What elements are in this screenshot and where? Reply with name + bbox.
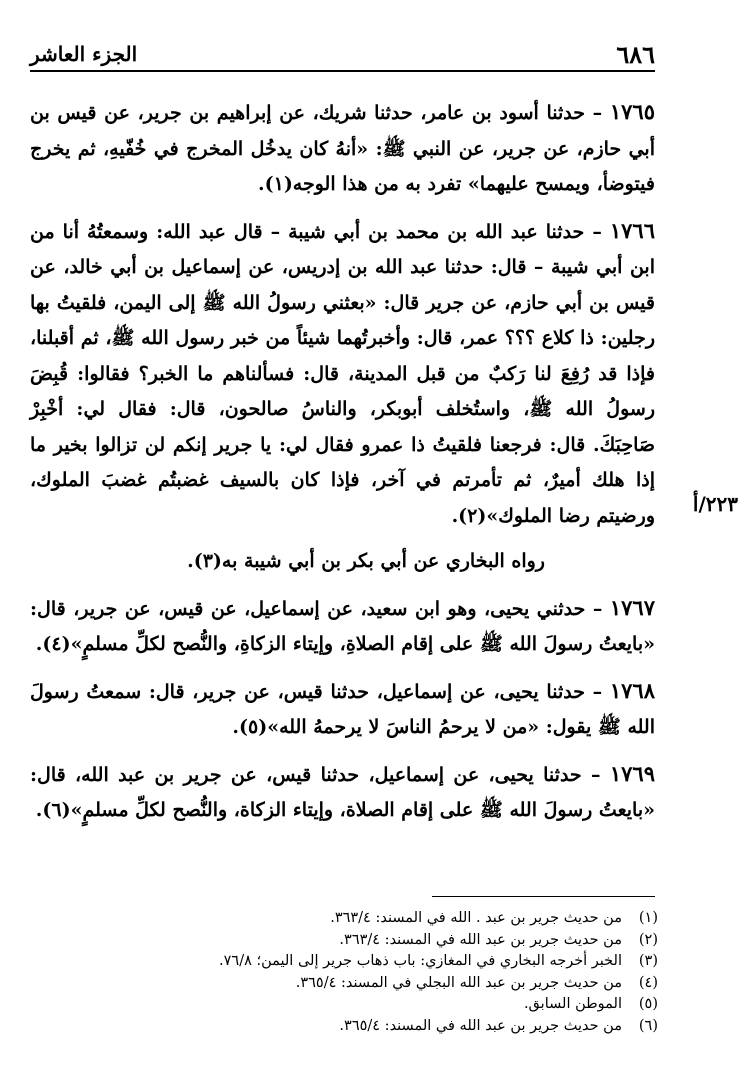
- footnote: [30, 951, 658, 973]
- hadith-paragraph: [30, 673, 655, 746]
- footnote-number: (١): [638, 910, 658, 926]
- running-title: الجزء العاشر: [30, 42, 138, 66]
- hadith-paragraph: [30, 213, 655, 535]
- footnote-number: (٣): [638, 953, 658, 969]
- hadith-text: – حدثني يحيى، وهو ابن سعيد، عن إسماعيل، عن قيس، عن جرير، قال: «بايعتُ رسولَ الله ﷺ على إقام الصلاةِ، وإيتاء الزكاةِ، والنُّصح لكلِّ مسلمٍ»(٤).: [30, 597, 655, 655]
- hadith-number: ١٧٦٩: [609, 760, 655, 786]
- footnote-text: الخبر أخرجه البخاري في المغازي: باب ذهاب جرير إلى اليمن؛ ٧٦/٨.: [219, 953, 622, 969]
- footnote: [30, 930, 658, 952]
- footnote-text: الموطن السابق.: [523, 996, 622, 1012]
- footnote-text: من حديث جرير بن عبد الله في المسند: ٣٦٥/٤.: [339, 1017, 622, 1034]
- footnote: [30, 994, 658, 1016]
- footnote-text: من حديث جرير بن عبد الله البجلي في المسند: ٣٦٥/٤.: [295, 974, 622, 991]
- footnote-number: (٥): [638, 996, 658, 1012]
- footnote: [30, 973, 658, 995]
- footnote-divider: [432, 896, 655, 897]
- narration-note: [30, 544, 655, 580]
- manuscript-folio-marker: ٢٢٣/أ: [692, 492, 738, 516]
- narration-text: رواه البخاري عن أبي بكر بن أبي شيبة به(٣).: [187, 550, 545, 572]
- hadith-number: ١٧٦٧: [609, 594, 655, 620]
- footnote-text: من حديث جرير بن عبد . الله في المسند: ٣٦٣/٤.: [330, 910, 622, 926]
- hadith-paragraph: [30, 590, 655, 663]
- hadith-text: – حدثنا يحيى، عن إسماعيل، حدثنا قيس، عن جرير بن عبد الله، قال: «بايعتُ رسولَ الله ﷺ على إقام الصلاة، وإيتاء الزكاة، والنُّصح لكلِّ مسلمٍ»(٦).: [30, 763, 655, 821]
- hadith-paragraph: [30, 756, 655, 829]
- hadith-text: – حدثنا عبد الله بن محمد بن أبي شيبة – قال عبد الله: وسمعتُهُ أنا من ابن أبي شيبة – قال: حدثنا عبد الله بن إدريس، عن إسماعيل بن أبي خالد، عن قيس بن أبي حازم، عن جرير قال: «بعثني رسولُ الله ﷺ إلى اليمن، فلقيتُ بها رجلين: ذا كلاع ؟؟؟ عمر، قال: وأخبرتُهما شيئاً من خبر رسول الله ﷺ، ثم أقبلنا، فإذا قد رُفِعَ لنا رَكبٌ من قبل المدينة، قال: فسألناهم ما الخبر؟ فقالوا: قُبِضَ رسولُ الله ﷺ، واستُخلف أبوبكر، والناسُ صالحون، قال: فقال لي: أخْبِرْ صَاحِبَكَ. قال: فرجعنا فلقيتُ ذا عمرو فقال لي: يا جرير إنكم لن تزالوا بخير ما إذا هلك أميرٌ، ثم تأمرتم في آخر، فإذا كان بالسيف غضبتُم غضبَ الملوك، ورضيتم رضا الملوك»(٢).: [30, 220, 655, 527]
- footnotes: [30, 908, 658, 1037]
- footnote: [30, 1016, 658, 1038]
- page-header: [30, 40, 655, 72]
- hadith-number: ١٧٦٦: [609, 217, 655, 243]
- main-text: [30, 94, 655, 839]
- hadith-text: – حدثنا أسود بن عامر، حدثنا شريك، عن إبراهيم بن جرير، عن قيس بن أبي حازم، عن جرير، عن النبي ﷺ: «أنهُ كان يدخُل المخرج في خُفّيهِ، ثم يخرج فيتوضأ، ويمسح عليهما» تفرد به من هذا الوجه(١).: [30, 102, 655, 195]
- hadith-number: ١٧٦٥: [609, 99, 655, 124]
- footnote-number: (٤): [638, 974, 658, 991]
- hadith-text: – حدثنا يحيى، عن إسماعيل، حدثنا قيس، عن جرير، قال: سمعتُ رسولَ الله ﷺ يقول: «من لا يرحمُ الناسَ لا يرحمهُ الله»(٥).: [30, 680, 655, 738]
- hadith-number: ١٧٦٨: [609, 677, 655, 703]
- footnote-number: (٦): [638, 1017, 658, 1034]
- footnote-number: (٢): [638, 931, 658, 948]
- footnote-text: من حديث جرير بن عبد الله في المسند: ٣٦٣/٤.: [339, 931, 622, 948]
- hadith-paragraph: [30, 94, 655, 203]
- page-number: ٦٨٦: [616, 40, 655, 69]
- footnote: [30, 908, 658, 930]
